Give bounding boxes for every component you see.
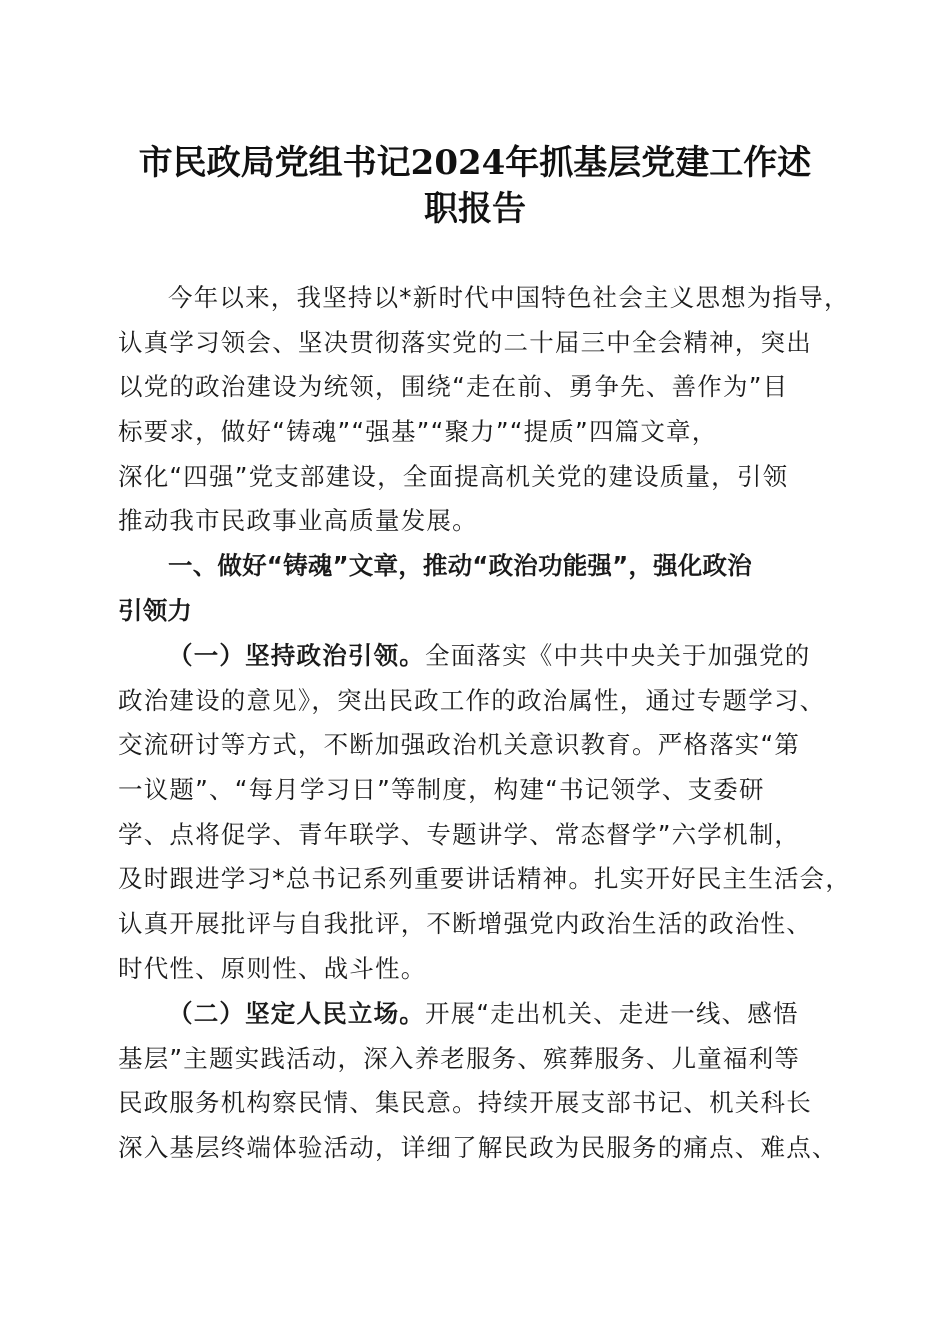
subsection-first-line bbox=[168, 991, 908, 1036]
intro-line: 推动我市民政事业高质量发展。 bbox=[118, 506, 478, 535]
subsection-first-line bbox=[168, 633, 908, 678]
intro-line: 以党的政治建设为统领，围绕“走在前、勇争先、善作为”目 bbox=[118, 372, 789, 401]
title-line-1: 市民政局党组书记2024年抓基层党建工作述 bbox=[138, 143, 812, 183]
intro-line: 深化“四强”党支部建设，全面提高机关党的建设质量，引领 bbox=[118, 462, 789, 491]
intro-line: 认真学习领会、坚决贯彻落实党的二十届三中全会精神，突出 bbox=[118, 328, 812, 357]
body-line: 基层”主题实践活动，深入养老服务、殡葬服务、儿童福利等 bbox=[118, 1044, 801, 1073]
body-line: 时代性、原则性、战斗性。 bbox=[118, 954, 427, 983]
body-line: 及时跟进学习*总书记系列重要讲话精神。扎实开好民主生活会， bbox=[118, 864, 852, 893]
title-line-2: 职报告 bbox=[424, 189, 526, 229]
body-line: 认真开展批评与自我批评，不断增强党内政治生活的政治性、 bbox=[118, 909, 812, 938]
body-line: 交流研讨等方式，不断加强政治机关意识教育。严格落实“第 bbox=[118, 730, 801, 759]
body-line: 深入基层终端体验活动，详细了解民政为民服务的痛点、难点、 bbox=[118, 1133, 838, 1162]
document-title bbox=[100, 140, 850, 232]
subsection-label: （一）坚持政治引领。 bbox=[168, 641, 425, 670]
body-line: 学、点将促学、青年联学、专题讲学、常态督学”六学机制， bbox=[118, 820, 801, 849]
body-line: 政治建设的意见》，突出民政工作的政治属性，通过专题学习、 bbox=[118, 686, 826, 715]
section-heading: 引领力 bbox=[118, 596, 193, 625]
subsection-label: （二）坚定人民立场。 bbox=[168, 999, 425, 1028]
intro-line: 标要求，做好“铸魂”“强基”“聚力”“提质”四篇文章， bbox=[118, 417, 718, 446]
subsection-text: 开展“走出机关、走进一线、感悟 bbox=[425, 999, 799, 1028]
body-line: 民政服务机构察民情、集民意。持续开展支部书记、机关科长 bbox=[118, 1088, 812, 1117]
subsection-text: 全面落实《中共中央关于加强党的 bbox=[425, 641, 811, 670]
body-line: 一议题”、“每月学习日”等制度，构建“书记领学、支委研 bbox=[118, 775, 765, 804]
section-heading: 一、做好“铸魂”文章，推动“政治功能强”，强化政治 bbox=[168, 551, 752, 580]
intro-line: 今年以来，我坚持以*新时代中国特色社会主义思想为指导， bbox=[168, 283, 850, 312]
